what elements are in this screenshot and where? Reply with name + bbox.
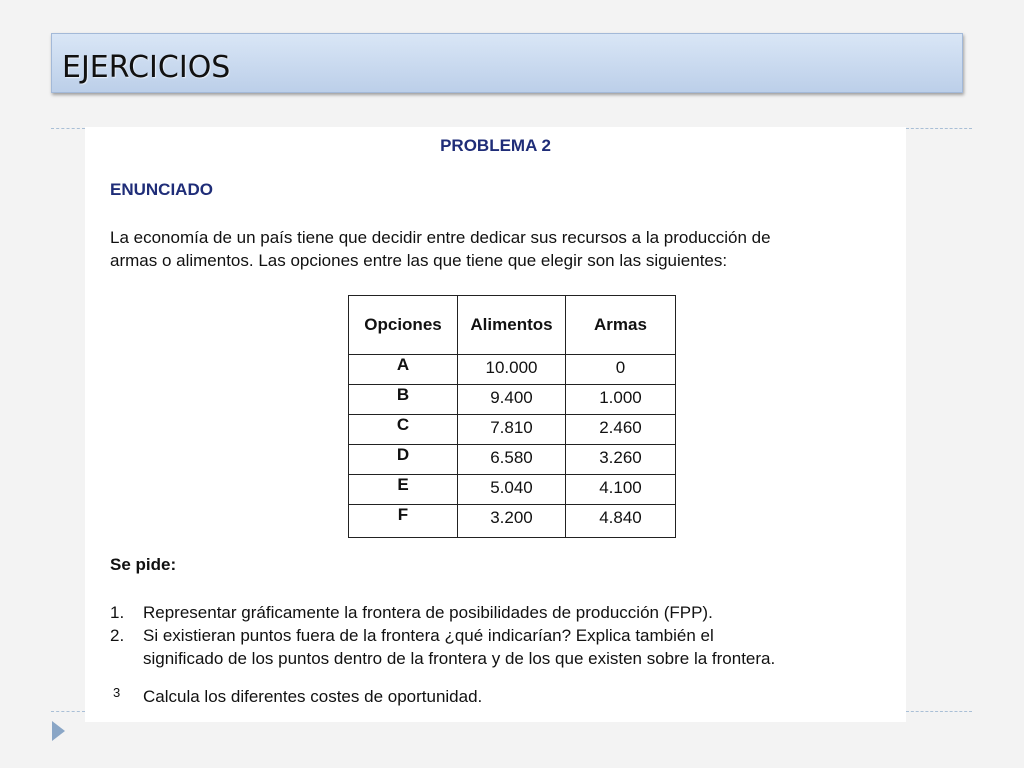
alimentos-cell: 3.200 [458,505,566,538]
statement-line: armas o alimentos. Las opciones entre las que tiene que elegir son las siguientes: [110,251,728,270]
armas-cell: 3.260 [566,445,676,475]
statement-paragraph [110,226,900,272]
armas-cell: 0 [566,355,676,385]
list-item [110,601,900,624]
options-table [348,295,676,538]
tasks-list [110,601,900,708]
slide-title-bar [51,33,963,93]
table-row [349,355,676,385]
armas-cell: 4.840 [566,505,676,538]
option-cell: D [349,445,458,475]
alimentos-cell: 7.810 [458,415,566,445]
problem-title: PROBLEMA 2 [440,136,551,155]
statement-line: La economía de un país tiene que decidir entre dedicar sus recursos a la producción de [110,228,771,247]
table-row [349,505,676,538]
list-item [110,624,900,670]
table-row [349,415,676,445]
option-cell: B [349,385,458,415]
slide-bullet-arrow-icon [52,721,65,741]
alimentos-cell: 10.000 [458,355,566,385]
alimentos-cell: 6.580 [458,445,566,475]
list-number: 3 [113,685,121,700]
alimentos-cell: 9.400 [458,385,566,415]
problem-document-image [85,127,906,722]
list-item-text: Calcula los diferentes costes de oportunidad. [143,687,483,706]
top-divider-right [906,128,972,129]
slide-title: EJERCICIOS [62,50,231,85]
table-row [349,385,676,415]
option-cell: A [349,355,458,385]
table-row [349,445,676,475]
armas-cell: 4.100 [566,475,676,505]
list-item-text: Si existieran puntos fuera de la frontera ¿qué indicarían? Explica también el [143,626,714,645]
list-item [110,685,900,708]
list-number: 1. [110,603,125,622]
bottom-divider-left [51,711,85,712]
list-item-text: significado de los puntos dentro de la frontera y de los que existen sobre la frontera. [143,649,776,668]
top-divider-left [51,128,85,129]
armas-cell: 2.460 [566,415,676,445]
se-pide-heading: Se pide: [110,555,177,574]
option-cell: F [349,505,458,538]
table-header-row [349,296,676,355]
alimentos-cell: 5.040 [458,475,566,505]
option-cell: C [349,415,458,445]
table-header-cell: Alimentos [458,296,566,355]
armas-cell: 1.000 [566,385,676,415]
option-cell: E [349,475,458,505]
table-header-cell: Armas [566,296,676,355]
table-row [349,475,676,505]
bottom-divider-right [906,711,972,712]
section-heading: ENUNCIADO [110,180,213,199]
list-number: 2. [110,626,125,645]
list-item-text: Representar gráficamente la frontera de posibilidades de producción (FPP). [143,603,713,622]
table-header-cell: Opciones [349,296,458,355]
